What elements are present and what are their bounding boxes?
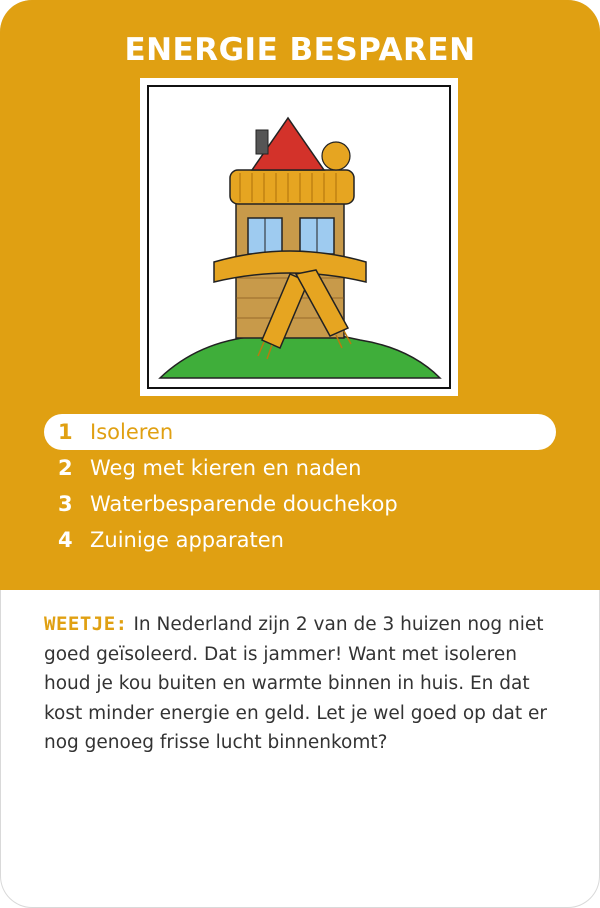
- option-number: 1: [58, 420, 73, 444]
- option-item-2[interactable]: [44, 450, 556, 486]
- option-number: 4: [58, 528, 73, 552]
- options-list: [44, 414, 556, 558]
- option-item-1[interactable]: [44, 414, 556, 450]
- option-item-3[interactable]: [44, 486, 556, 522]
- torn-edge-divider: [0, 572, 600, 596]
- fact-paragraph: [44, 610, 564, 758]
- option-number: 2: [58, 456, 73, 480]
- option-number: 3: [58, 492, 73, 516]
- card-title: ENERGIE BESPAREN: [124, 32, 476, 68]
- fact-heading: WEETJE:: [44, 613, 128, 635]
- option-label: Waterbesparende douchekop: [90, 492, 398, 516]
- option-label: Weg met kieren en naden: [90, 456, 362, 480]
- option-item-4[interactable]: [44, 522, 556, 558]
- fact-text: In Nederland zijn 2 van de 3 huizen nog niet goed geïsoleerd. Dat is jammer! Want met isoleren houd je kou buiten en warmte binnen in huis. En dat kost minder energie en geld. Let je wel goed op dat er nog genoeg frisse lucht binnenkomt?: [44, 614, 547, 753]
- option-label: Zuinige apparaten: [90, 528, 284, 552]
- option-label: Isoleren: [90, 420, 174, 444]
- house-illustration: [140, 78, 458, 396]
- house-scarf-icon: [140, 78, 458, 396]
